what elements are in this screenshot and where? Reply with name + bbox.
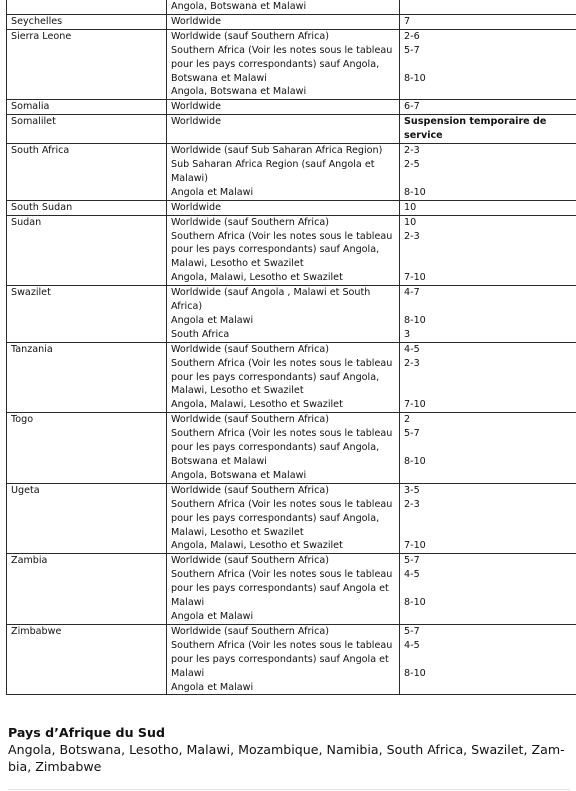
transit-days-cell [400, 624, 576, 695]
zone-entry: Angola et Malawi [171, 681, 254, 693]
spacer [404, 58, 572, 72]
transit-days-value: 7 [404, 15, 411, 27]
country-cell: South Sudan [7, 200, 167, 215]
transit-days-cell [400, 0, 576, 14]
spacer [404, 371, 572, 399]
transit-days-value: 5-7 [404, 555, 420, 567]
table-row [7, 0, 576, 14]
spacer [404, 512, 572, 540]
zone-cell [167, 144, 400, 201]
transit-days-value: 2-6 [404, 30, 420, 42]
transit-days-value: 8-10 [404, 597, 426, 609]
bottom-divider [8, 789, 570, 790]
zone-entry: Southern Africa (Voir les notes sous le tableau pour les pays correspondants) sauf Angola, Botswana et Malawi [171, 428, 393, 467]
zone-entry: Worldwide (sauf Southern Africa) [171, 216, 329, 228]
transit-days-value: 2-3 [404, 498, 420, 510]
country-cell: Ugeta [7, 483, 167, 554]
country-cell: Zimbabwe [7, 624, 167, 695]
zone-entry: Worldwide [171, 15, 221, 27]
transit-days-value: 5-7 [404, 44, 420, 56]
zone-entry: Worldwide (sauf Southern Africa) [171, 484, 329, 496]
transit-days-cell [400, 342, 576, 413]
table-row [7, 14, 576, 29]
country-cell: South Africa [7, 144, 167, 201]
country-cell: Seychelles [7, 14, 167, 29]
zone-entry: Worldwide [171, 116, 221, 128]
transit-days-value: 6-7 [404, 101, 420, 113]
zone-entry: Worldwide (sauf Southern Africa) [171, 343, 329, 355]
transit-days-cell [400, 100, 576, 115]
transit-days-value: 4-5 [404, 639, 420, 651]
country-cell: Tanzania [7, 342, 167, 413]
zone-cell [167, 14, 400, 29]
zone-cell [167, 215, 400, 286]
country-cell: Somalilet [7, 115, 167, 144]
zone-cell [167, 200, 400, 215]
country-cell: Sudan [7, 215, 167, 286]
footer-heading: Pays d’Afrique du Sud [8, 725, 165, 740]
zone-cell [167, 624, 400, 695]
table-row [7, 29, 576, 100]
zone-entry: Angola, Botswana et Malawi [171, 1, 307, 12]
zone-entry: Sub Saharan Africa Region (sauf Angola et Malawi) [171, 158, 375, 184]
table-row [7, 483, 576, 554]
transit-time-table [6, 0, 576, 695]
transit-days-cell [400, 144, 576, 201]
transit-days-value: 2-3 [404, 357, 420, 369]
transit-days-value: 2 [404, 414, 411, 426]
zone-entry: Worldwide (sauf Southern Africa) [171, 30, 329, 42]
zone-entry: Worldwide (sauf Southern Africa) [171, 625, 329, 637]
transit-days-cell [400, 286, 576, 343]
table-body [7, 0, 576, 695]
table-row [7, 144, 576, 201]
transit-days-value: 7-10 [404, 540, 426, 552]
zone-cell [167, 413, 400, 484]
zone-entry: Worldwide [171, 101, 221, 113]
zone-cell [167, 286, 400, 343]
country-cell: Somalia [7, 100, 167, 115]
spacer [404, 441, 572, 455]
transit-days-cell [400, 483, 576, 554]
zone-entry: Worldwide (sauf Sub Saharan Africa Region) [171, 145, 383, 157]
transit-days-value: 5-7 [404, 428, 420, 440]
transit-days-value: 3-5 [404, 484, 420, 496]
country-cell: Sierra Leone [7, 29, 167, 100]
spacer [404, 582, 572, 596]
country-cell: Togo [7, 413, 167, 484]
table-row [7, 286, 576, 343]
transit-days-value: 2-3 [404, 145, 420, 157]
table-row [7, 342, 576, 413]
transit-days-value: 5-7 [404, 625, 420, 637]
zone-cell [167, 29, 400, 100]
transit-days-value: 8-10 [404, 455, 426, 467]
transit-days-cell [400, 413, 576, 484]
spacer [404, 243, 572, 271]
zone-entry: Worldwide [171, 201, 221, 213]
transit-days-value: 2-3 [404, 230, 420, 242]
transit-days-value: 4-5 [404, 569, 420, 581]
transit-days-value: 8-10 [404, 72, 426, 84]
table-row [7, 200, 576, 215]
table-row [7, 413, 576, 484]
zone-entry: Angola, Botswana et Malawi [171, 86, 307, 98]
southern-africa-country-list: Angola, Botswana, Lesotho, Malawi, Mozambique, Namibia, South Africa, Swazilet, Zam-bia, Zimbabwe [8, 742, 565, 774]
table-row [7, 115, 576, 144]
transit-days-cell [400, 29, 576, 100]
transit-days-value: 4-7 [404, 287, 420, 299]
transit-days-value: 8-10 [404, 186, 426, 198]
transit-days-value: 3 [404, 328, 411, 340]
table-row [7, 215, 576, 286]
zone-cell [167, 100, 400, 115]
table-row [7, 100, 576, 115]
transit-days-value: 10 [404, 216, 417, 228]
transit-days-cell [400, 115, 576, 144]
zone-cell [167, 0, 400, 14]
zone-entry: Angola et Malawi [171, 186, 254, 198]
transit-days-value: 10 [404, 201, 417, 213]
zone-entry: Angola, Malawi, Lesotho et Swazilet [171, 399, 343, 411]
country-cell [7, 0, 167, 14]
zone-cell [167, 342, 400, 413]
table-row [7, 624, 576, 695]
zone-entry: Southern Africa (Voir les notes sous le tableau pour les pays correspondants) sauf Angola et Malawi [171, 569, 393, 609]
service-status: Suspension temporaire de service [404, 116, 547, 142]
zone-entry: Angola, Malawi, Lesotho et Swazilet [171, 272, 343, 284]
transit-days-cell [400, 554, 576, 625]
zone-entry: Southern Africa (Voir les notes sous le tableau pour les pays correspondants) sauf Angola et Malawi [171, 639, 393, 679]
transit-days-value: 7-10 [404, 272, 426, 284]
zone-entry: Southern Africa (Voir les notes sous le tableau pour les pays correspondants) sauf Angola, Malawi, Lesotho et Swazilet [171, 357, 393, 397]
zone-entry: Angola et Malawi [171, 314, 254, 326]
table-row [7, 554, 576, 625]
transit-days-value: 4-5 [404, 343, 420, 355]
zone-entry: Southern Africa (Voir les notes sous le tableau pour les pays correspondants) sauf Angola, Botswana et Malawi [171, 44, 393, 84]
country-cell: Swazilet [7, 286, 167, 343]
zone-entry: Worldwide (sauf Southern Africa) [171, 555, 329, 567]
zone-entry: Angola, Malawi, Lesotho et Swazilet [171, 540, 343, 552]
spacer [404, 172, 572, 186]
zone-entry: South Africa [171, 328, 230, 340]
zone-entry: Angola, Botswana et Malawi [171, 469, 307, 481]
transit-days-value: 8-10 [404, 667, 426, 679]
zone-cell [167, 115, 400, 144]
transit-days-value: 2-5 [404, 158, 420, 170]
transit-days-cell [400, 215, 576, 286]
zone-cell [167, 554, 400, 625]
zone-entry: Southern Africa (Voir les notes sous le tableau pour les pays correspondants) sauf Angola, Malawi, Lesotho et Swazilet [171, 230, 393, 270]
zone-entry: Worldwide (sauf Angola , Malawi et South Africa) [171, 287, 371, 313]
transit-days-value: 8-10 [404, 314, 426, 326]
zone-entry: Angola et Malawi [171, 610, 254, 622]
zone-cell [167, 483, 400, 554]
transit-days-cell [400, 14, 576, 29]
spacer [404, 300, 572, 314]
zone-entry: Worldwide (sauf Southern Africa) [171, 414, 329, 426]
transit-days-cell [400, 200, 576, 215]
transit-days-value: 7-10 [404, 399, 426, 411]
spacer [404, 653, 572, 667]
country-cell: Zambia [7, 554, 167, 625]
zone-entry: Southern Africa (Voir les notes sous le tableau pour les pays correspondants) sauf Angola, Malawi, Lesotho et Swazilet [171, 498, 393, 538]
